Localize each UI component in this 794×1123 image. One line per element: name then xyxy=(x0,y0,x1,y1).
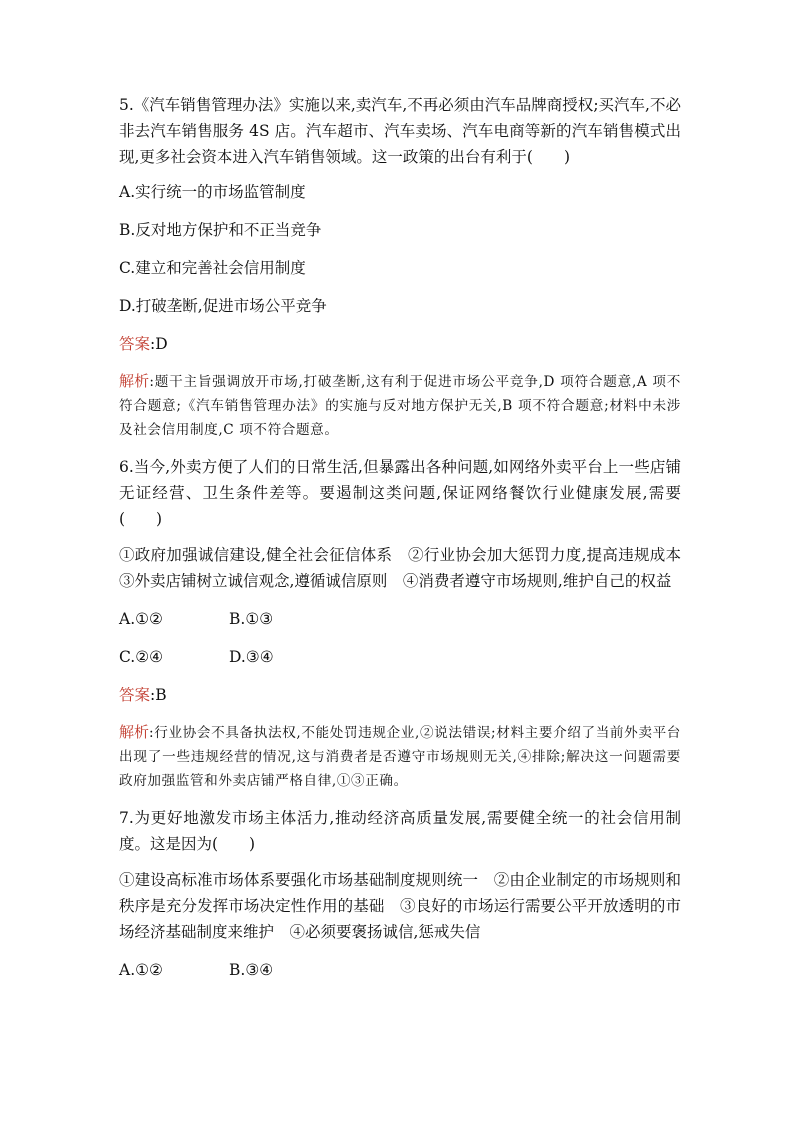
question-6-option-b: B.①③ xyxy=(229,610,274,628)
answer-label: 答案 xyxy=(119,335,151,353)
question-5-answer xyxy=(119,333,681,355)
explanation-label: 解析 xyxy=(119,723,150,741)
question-6-options-row-2 xyxy=(119,646,681,668)
question-5-option-a: A.实行统一的市场监管制度 xyxy=(119,183,306,201)
document-page xyxy=(119,92,697,981)
explanation-text: :题干主旨强调放开市场,打破垄断,这有利于促进市场公平竞争,D 项符合题意,A 项不符合题意;《汽车销售管理办法》的实施与反对地方保护无关,B 项不符合题意;材料中未涉及社会信用制度,C 项不符合题意。 xyxy=(119,374,681,438)
question-7-option-b: B.③④ xyxy=(229,961,274,979)
question-7-options-row-1 xyxy=(119,959,681,981)
question-6-answer xyxy=(119,684,681,706)
question-6-option-a: A.①② xyxy=(119,610,163,628)
question-5-explanation xyxy=(119,369,681,442)
question-6-option-d: D.③④ xyxy=(229,648,274,666)
question-7-stem: 7.为更好地激发市场主体活力,推动经济高质量发展,需要健全统一的社会信用制度。这是因为( ) xyxy=(119,809,681,853)
question-7-statements: ①建设高标准市场体系要强化市场基础制度规则统一 ②由企业制定的市场规则和秩序是充分发挥市场决定性作用的基础 ③良好的市场运行需要公平开放透明的市场经济基础制度来维护 ④必须要褒扬诚信,惩戒失信 xyxy=(119,871,681,941)
question-6-statements: ①政府加强诚信建设,健全社会征信体系 ②行业协会加大惩罚力度,提高违规成本 ③外卖店铺树立诚信观念,遵循诚信原则 ④消费者遵守市场规则,维护自己的权益 xyxy=(119,546,697,590)
answer-value: :B xyxy=(150,686,167,704)
question-5-option-c: C.建立和完善社会信用制度 xyxy=(119,259,306,277)
question-6-explanation xyxy=(119,720,681,793)
explanation-text: :行业协会不具备执法权,不能处罚违规企业,②说法错误;材料主要介绍了当前外卖平台出现了一些违规经营的情况,这与消费者是否遵守市场规则无关,④排除;解决这一问题需要政府加强监管和外卖店铺严格自律,①③正确。 xyxy=(119,725,681,789)
question-5-option-b: B.反对地方保护和不正当竞争 xyxy=(119,221,322,239)
question-5-option-d: D.打破垄断,促进市场公平竞争 xyxy=(119,297,327,315)
question-5-stem: 5.《汽车销售管理办法》实施以来,卖汽车,不再必须由汽车品牌商授权;买汽车,不必非去汽车销售服务 4S 店。汽车超市、汽车卖场、汽车电商等新的汽车销售模式出现,更多社会资本进入汽车销售领域。这一政策的出台有利于( ) xyxy=(119,96,681,166)
question-6-options-row-1 xyxy=(119,608,681,630)
explanation-label: 解析 xyxy=(119,372,150,390)
question-6-stem: 6.当今,外卖方便了人们的日常生活,但暴露出各种问题,如网络外卖平台上一些店铺无证经营、卫生条件差等。要遏制这类问题,保证网络餐饮行业健康发展,需要( ) xyxy=(119,458,681,528)
answer-value: :D xyxy=(150,335,168,353)
question-6-option-c: C.②④ xyxy=(119,648,164,666)
question-7-option-a: A.①② xyxy=(119,961,163,979)
answer-label: 答案 xyxy=(119,686,151,704)
